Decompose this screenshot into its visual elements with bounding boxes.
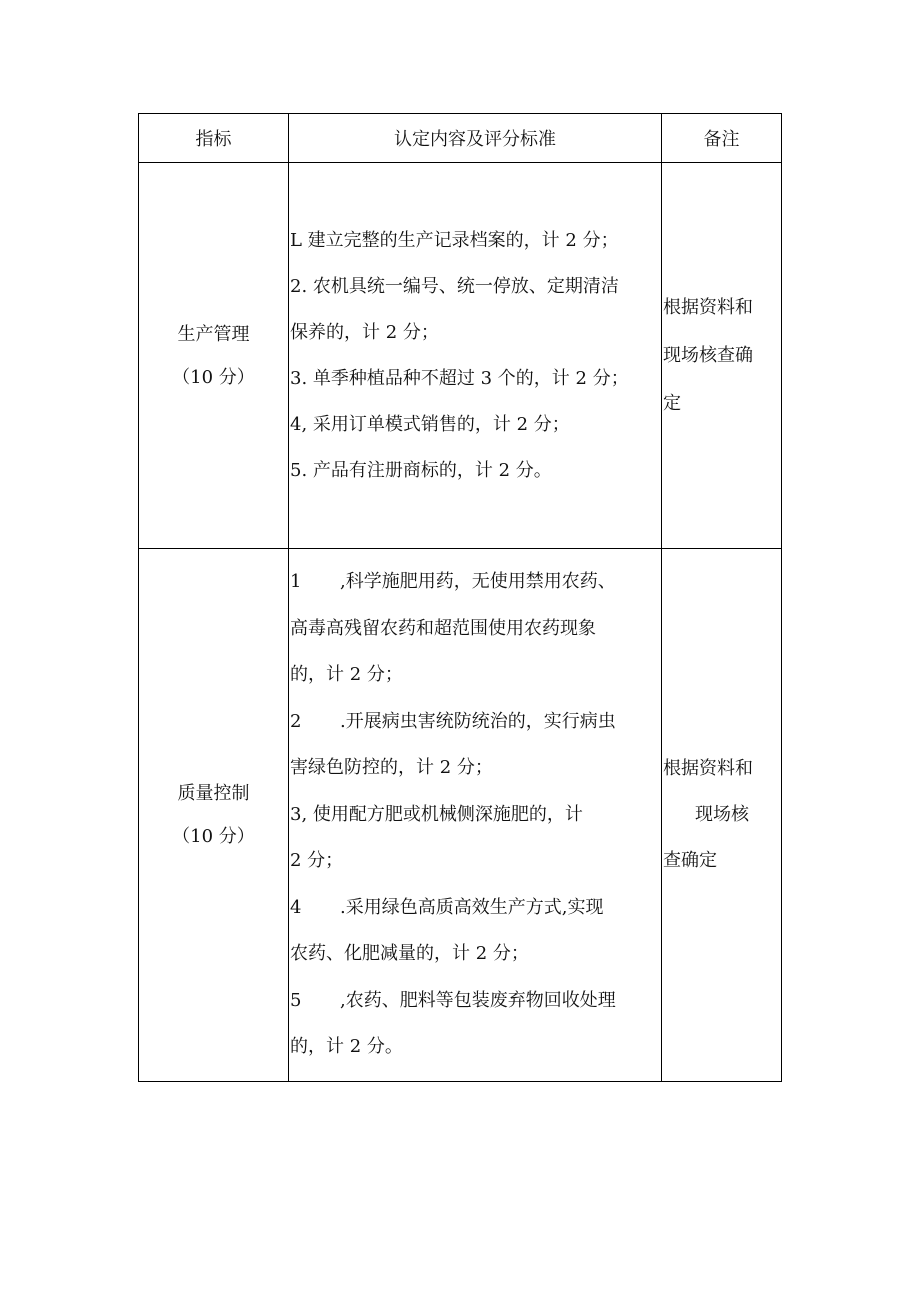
scoring-criteria-sheet — [138, 113, 782, 1082]
note-line: 查确定 — [663, 850, 717, 871]
indicator-score: （10 分） — [172, 366, 255, 388]
scoring-criteria-table — [138, 113, 782, 1082]
criteria-line: 2 .开展病虫害统防统治的，实行病虫 — [290, 710, 616, 732]
criteria-line: 高毒高残留农药和超范围使用农药现象 — [290, 617, 596, 639]
header-indicator: 指标 — [139, 114, 289, 163]
note-line: 现场核查确 — [663, 344, 753, 366]
header-content: 认定内容及评分标准 — [289, 114, 662, 163]
criteria-line: 5. 产品有注册商标的，计 2 分。 — [290, 459, 552, 481]
criteria-line: 4, 采用订单模式销售的，计 2 分； — [290, 413, 570, 435]
header-note: 备注 — [662, 114, 782, 163]
indicator-cell — [139, 163, 289, 549]
criteria-line: 的，计 2 分； — [290, 664, 403, 686]
criteria-cell — [289, 163, 662, 549]
criteria-line: 农药、化肥减量的，计 2 分； — [290, 943, 529, 965]
criteria-line: 的，计 2 分。 — [290, 1036, 403, 1058]
criteria-line: 4 .采用绿色高质高效生产方式,实现 — [290, 896, 604, 918]
indicator-score: （10 分） — [172, 826, 255, 847]
criteria-cell — [289, 549, 662, 1082]
note-cell — [662, 549, 782, 1082]
table-header-row — [139, 114, 782, 163]
table-row-production-management — [139, 163, 782, 549]
criteria-line: 1 ,科学施肥用药，无使用禁用农药、 — [290, 571, 616, 593]
indicator-name: 生产管理 — [177, 323, 250, 345]
note-line: 现场核 — [695, 804, 749, 825]
criteria-line: 害绿色防控的，计 2 分； — [290, 757, 493, 779]
criteria-line: L 建立完整的生产记录档案的，计 2 分； — [290, 229, 619, 251]
note-line: 定 — [663, 392, 681, 414]
criteria-line: 保养的，计 2 分； — [290, 321, 439, 343]
criteria-line: 2 分； — [290, 850, 344, 872]
table-row-quality-control — [139, 549, 782, 1082]
criteria-line: 3. 单季种植品种不超过 3 个的，计 2 分； — [290, 367, 629, 389]
note-line: 根据资料和 — [663, 296, 753, 318]
indicator-cell — [139, 549, 289, 1082]
note-line: 根据资料和 — [663, 758, 753, 779]
criteria-line: 3, 使用配方肥或机械侧深施肥的，计 — [290, 803, 583, 825]
criteria-line: 5 ,农药、肥料等包装废弃物回收处理 — [290, 989, 616, 1011]
criteria-line: 2. 农机具统一编号、统一停放、定期清洁 — [290, 275, 619, 297]
indicator-name: 质量控制 — [177, 783, 250, 804]
note-cell — [662, 163, 782, 549]
